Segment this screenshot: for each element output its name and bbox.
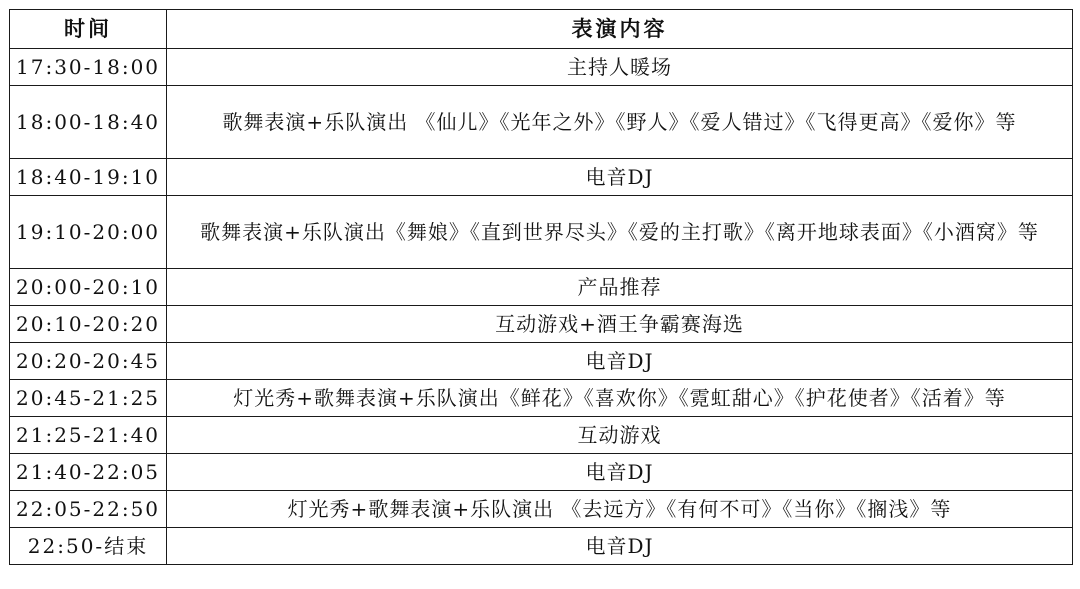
table-row (10, 306, 1073, 343)
table-header-row (10, 10, 1073, 49)
content-cell: 互动游戏 (167, 417, 1073, 454)
table-row (10, 269, 1073, 306)
table-row (10, 196, 1073, 269)
table-row (10, 454, 1073, 491)
content-cell: 互动游戏+酒王争霸赛海选 (167, 306, 1073, 343)
table-row (10, 49, 1073, 86)
time-cell: 21:25-21:40 (10, 417, 167, 454)
table-row (10, 380, 1073, 417)
table-row (10, 86, 1073, 159)
content-cell: 歌舞表演+乐队演出 《仙儿》《光年之外》《野人》《爱人错过》《飞得更高》《爱你》等 (167, 86, 1073, 159)
table-row (10, 417, 1073, 454)
time-cell: 20:45-21:25 (10, 380, 167, 417)
time-cell: 19:10-20:00 (10, 196, 167, 269)
time-cell: 20:10-20:20 (10, 306, 167, 343)
content-cell: 电音DJ (167, 454, 1073, 491)
table-row (10, 528, 1073, 565)
schedule-table-wrapper (9, 9, 1073, 565)
content-cell: 灯光秀+歌舞表演+乐队演出《鲜花》《喜欢你》《霓虹甜心》《护花使者》《活着》等 (167, 380, 1073, 417)
time-cell: 18:40-19:10 (10, 159, 167, 196)
performance-schedule-table (9, 9, 1073, 565)
content-cell: 灯光秀+歌舞表演+乐队演出 《去远方》《有何不可》《当你》《搁浅》等 (167, 491, 1073, 528)
time-cell: 21:40-22:05 (10, 454, 167, 491)
time-cell: 22:05-22:50 (10, 491, 167, 528)
time-cell: 17:30-18:00 (10, 49, 167, 86)
time-cell: 20:00-20:10 (10, 269, 167, 306)
time-cell: 22:50-结束 (10, 528, 167, 565)
table-row (10, 343, 1073, 380)
content-cell: 歌舞表演+乐队演出《舞娘》《直到世界尽头》《爱的主打歌》《离开地球表面》《小酒窝》等 (167, 196, 1073, 269)
table-row (10, 159, 1073, 196)
header-content: 表演内容 (167, 10, 1073, 49)
header-time: 时间 (10, 10, 167, 49)
content-cell: 电音DJ (167, 528, 1073, 565)
time-cell: 20:20-20:45 (10, 343, 167, 380)
content-cell: 产品推荐 (167, 269, 1073, 306)
content-cell: 主持人暖场 (167, 49, 1073, 86)
table-row (10, 491, 1073, 528)
content-cell: 电音DJ (167, 343, 1073, 380)
content-cell: 电音DJ (167, 159, 1073, 196)
time-cell: 18:00-18:40 (10, 86, 167, 159)
